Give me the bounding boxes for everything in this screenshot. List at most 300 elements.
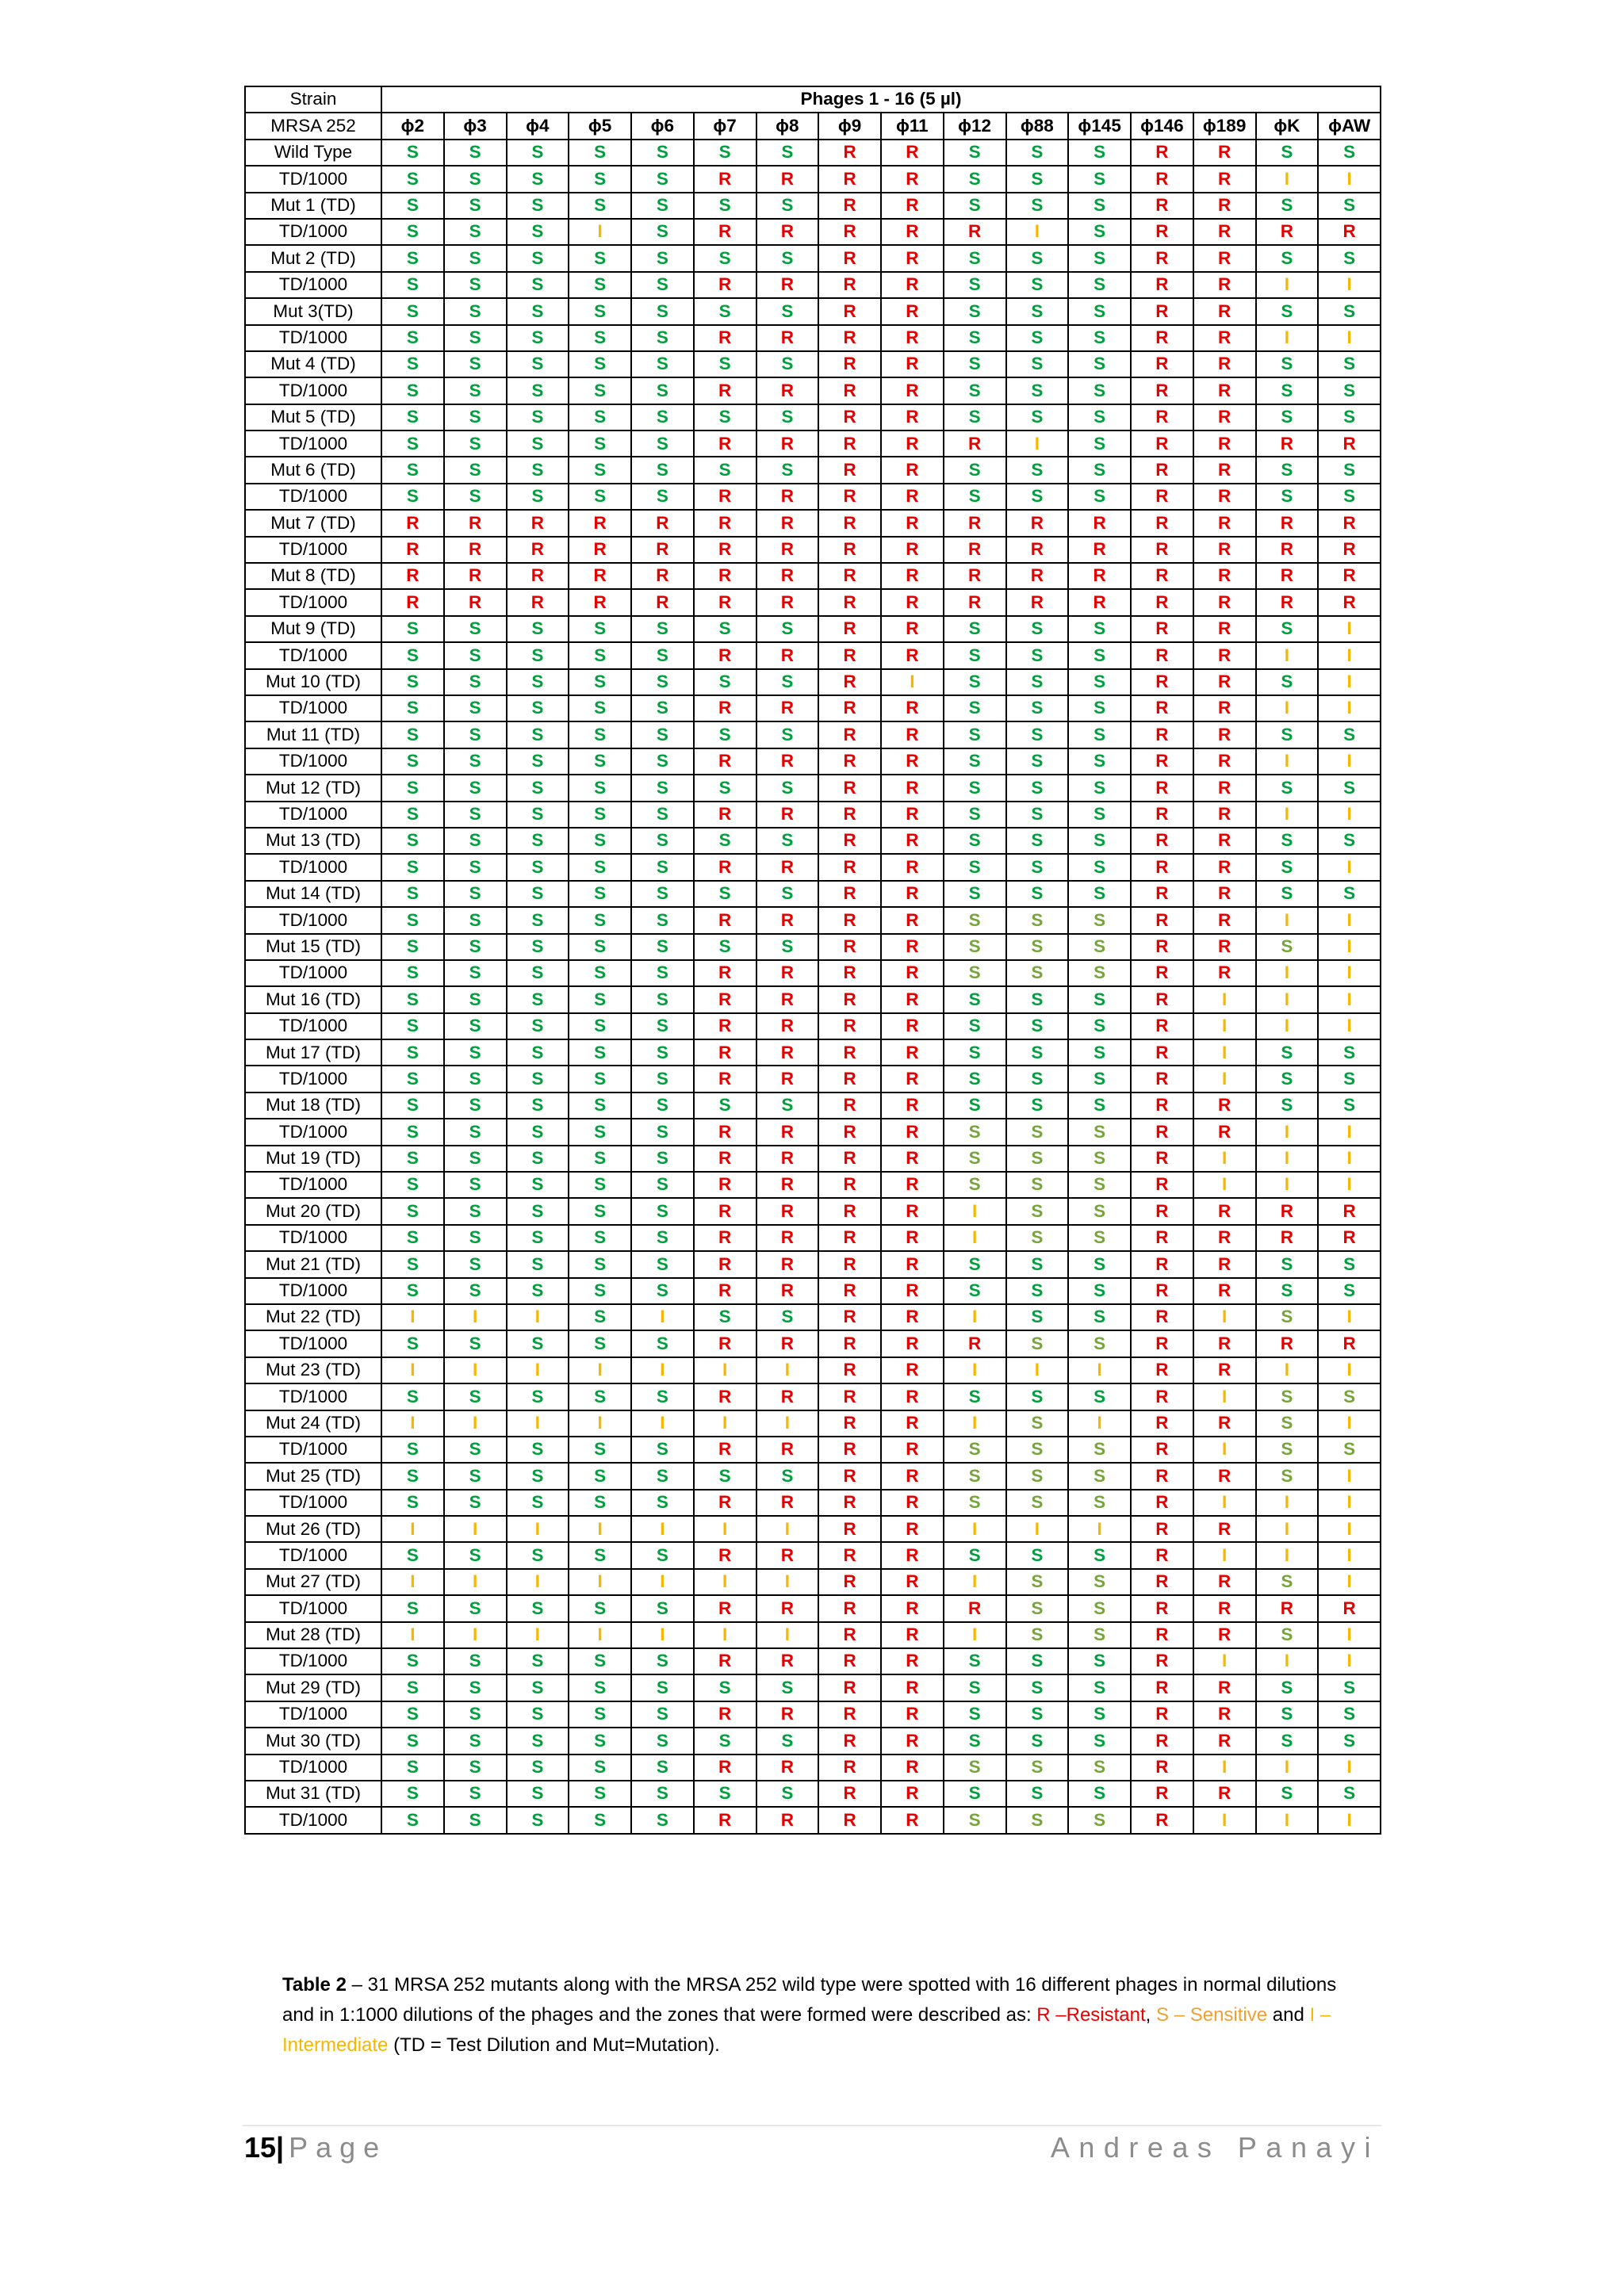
result-cell: I: [1318, 642, 1381, 668]
result-cell: I: [444, 1410, 507, 1437]
result-cell: S: [1006, 1383, 1069, 1410]
result-cell: S: [1006, 1728, 1069, 1754]
result-cell: I: [1256, 1648, 1319, 1674]
result-cell: S: [944, 960, 1006, 986]
result-cell: R: [881, 1410, 944, 1437]
result-cell: R: [694, 1648, 756, 1674]
result-cell: S: [507, 907, 569, 933]
result-cell: S: [569, 1701, 631, 1728]
result-cell: S: [1068, 1172, 1131, 1198]
result-cell: R: [1256, 219, 1319, 245]
result-cell: S: [631, 960, 694, 986]
result-cell: S: [569, 907, 631, 933]
result-cell: S: [631, 616, 694, 642]
result-cell: S: [381, 1755, 444, 1781]
result-cell: S: [756, 1674, 819, 1701]
result-cell: S: [756, 1093, 819, 1119]
result-cell: S: [444, 1542, 507, 1568]
result-cell: S: [569, 1172, 631, 1198]
result-cell: R: [818, 1198, 881, 1224]
result-cell: S: [1068, 1622, 1131, 1648]
strain-cell: Mut 8 (TD): [245, 563, 381, 589]
result-cell: R: [1256, 430, 1319, 457]
result-cell: S: [507, 298, 569, 324]
result-cell: I: [444, 1304, 507, 1330]
result-cell: S: [1068, 1807, 1131, 1833]
result-cell: R: [1256, 1595, 1319, 1621]
result-cell: I: [1318, 960, 1381, 986]
result-cell: S: [1256, 934, 1319, 960]
result-cell: S: [507, 1674, 569, 1701]
result-cell: S: [1256, 298, 1319, 324]
result-cell: S: [444, 1383, 507, 1410]
result-cell: S: [944, 457, 1006, 483]
result-cell: S: [507, 881, 569, 907]
result-cell: R: [1318, 1198, 1381, 1224]
result-cell: S: [756, 828, 819, 854]
result-cell: I: [1256, 325, 1319, 351]
strain-cell: Mut 20 (TD): [245, 1198, 381, 1224]
result-cell: S: [381, 484, 444, 510]
result-cell: S: [944, 193, 1006, 219]
result-cell: S: [444, 616, 507, 642]
result-cell: S: [694, 245, 756, 271]
result-cell: S: [507, 748, 569, 775]
result-cell: R: [694, 960, 756, 986]
result-cell: R: [756, 1013, 819, 1039]
result-cell: R: [1131, 1198, 1193, 1224]
result-cell: I: [1193, 1807, 1256, 1833]
result-cell: S: [1256, 245, 1319, 271]
table-row: [245, 351, 1381, 377]
table-row: [245, 669, 1381, 695]
result-cell: S: [1068, 1648, 1131, 1674]
strain-cell: TD/1000: [245, 1595, 381, 1621]
result-cell: I: [569, 1410, 631, 1437]
result-cell: R: [569, 563, 631, 589]
result-cell: I: [1193, 1437, 1256, 1463]
result-cell: S: [1256, 1383, 1319, 1410]
result-cell: S: [507, 166, 569, 192]
result-cell: S: [694, 1304, 756, 1330]
result-cell: R: [881, 404, 944, 430]
result-cell: R: [631, 510, 694, 536]
result-cell: S: [1068, 1595, 1131, 1621]
result-cell: R: [1193, 404, 1256, 430]
result-cell: S: [381, 166, 444, 192]
result-cell: R: [1131, 1251, 1193, 1277]
result-cell: R: [881, 484, 944, 510]
strain-column-label: MRSA 252: [245, 113, 381, 139]
result-cell: S: [444, 802, 507, 828]
result-cell: R: [1193, 457, 1256, 483]
result-cell: R: [881, 1463, 944, 1489]
result-cell: S: [381, 721, 444, 748]
result-cell: S: [381, 1146, 444, 1172]
strain-cell: Mut 19 (TD): [245, 1146, 381, 1172]
result-cell: R: [1131, 537, 1193, 563]
result-cell: R: [1131, 298, 1193, 324]
result-cell: S: [631, 219, 694, 245]
caption-abbreviations: (TD = Test Dilution and Mut=Mutation).: [388, 2034, 720, 2056]
result-cell: R: [1193, 589, 1256, 615]
result-cell: S: [756, 721, 819, 748]
result-cell: S: [507, 1648, 569, 1674]
result-cell: R: [1131, 616, 1193, 642]
result-cell: S: [1006, 1490, 1069, 1516]
result-cell: S: [944, 775, 1006, 801]
result-cell: S: [507, 1172, 569, 1198]
phage-header: ϕ3: [444, 113, 507, 139]
result-cell: R: [1131, 430, 1193, 457]
table-row: [245, 1437, 1381, 1463]
result-cell: S: [507, 1039, 569, 1066]
result-cell: R: [881, 1013, 944, 1039]
table-row: [245, 1225, 1381, 1251]
result-cell: R: [881, 1516, 944, 1542]
result-cell: S: [1068, 802, 1131, 828]
result-cell: S: [1068, 828, 1131, 854]
result-cell: R: [881, 1357, 944, 1383]
result-cell: S: [381, 1807, 444, 1833]
result-cell: S: [507, 1225, 569, 1251]
result-cell: S: [944, 721, 1006, 748]
result-cell: R: [881, 1198, 944, 1224]
result-cell: R: [1318, 563, 1381, 589]
result-cell: S: [569, 721, 631, 748]
strain-header: Strain: [245, 86, 381, 113]
result-cell: R: [756, 1595, 819, 1621]
result-cell: R: [1131, 1225, 1193, 1251]
strain-cell: TD/1000: [245, 695, 381, 721]
result-cell: I: [631, 1516, 694, 1542]
strain-cell: Mut 25 (TD): [245, 1463, 381, 1489]
result-cell: S: [631, 828, 694, 854]
result-cell: R: [1131, 1701, 1193, 1728]
result-cell: R: [818, 642, 881, 668]
result-cell: S: [507, 377, 569, 404]
table-row: [245, 1569, 1381, 1595]
result-cell: I: [1318, 1622, 1381, 1648]
result-cell: R: [1318, 1595, 1381, 1621]
result-cell: R: [818, 960, 881, 986]
result-cell: R: [881, 828, 944, 854]
result-cell: R: [881, 721, 944, 748]
result-cell: S: [631, 1807, 694, 1833]
result-cell: S: [444, 457, 507, 483]
result-cell: I: [1193, 1146, 1256, 1172]
result-cell: S: [569, 1674, 631, 1701]
result-cell: S: [444, 960, 507, 986]
result-cell: R: [694, 1383, 756, 1410]
result-cell: S: [1006, 854, 1069, 880]
result-cell: S: [1068, 1383, 1131, 1410]
result-cell: I: [1256, 642, 1319, 668]
result-cell: S: [444, 140, 507, 166]
result-cell: S: [1256, 1066, 1319, 1092]
result-cell: I: [1256, 1119, 1319, 1145]
result-cell: R: [1131, 1304, 1193, 1330]
result-cell: S: [631, 721, 694, 748]
result-cell: R: [881, 1146, 944, 1172]
result-cell: S: [569, 669, 631, 695]
result-cell: S: [444, 1146, 507, 1172]
result-cell: S: [944, 1066, 1006, 1092]
result-cell: S: [569, 1437, 631, 1463]
result-cell: I: [944, 1569, 1006, 1595]
result-cell: S: [507, 351, 569, 377]
result-cell: I: [1318, 1172, 1381, 1198]
result-cell: I: [444, 1622, 507, 1648]
result-cell: R: [694, 1595, 756, 1621]
result-cell: R: [818, 245, 881, 271]
result-cell: R: [756, 854, 819, 880]
result-cell: R: [756, 1119, 819, 1145]
strain-cell: TD/1000: [245, 1278, 381, 1304]
result-cell: S: [944, 828, 1006, 854]
result-cell: R: [1006, 510, 1069, 536]
result-cell: R: [756, 1146, 819, 1172]
result-cell: S: [569, 775, 631, 801]
result-cell: S: [444, 1648, 507, 1674]
result-cell: R: [881, 1119, 944, 1145]
result-cell: S: [507, 802, 569, 828]
result-cell: S: [1006, 669, 1069, 695]
result-cell: S: [1256, 1278, 1319, 1304]
result-cell: S: [944, 934, 1006, 960]
result-cell: I: [694, 1516, 756, 1542]
result-cell: R: [444, 510, 507, 536]
result-cell: R: [1193, 669, 1256, 695]
result-cell: S: [1006, 193, 1069, 219]
result-cell: S: [1006, 802, 1069, 828]
phage-header-row: [245, 113, 1381, 139]
result-cell: R: [818, 457, 881, 483]
result-cell: S: [631, 1383, 694, 1410]
result-cell: R: [756, 1225, 819, 1251]
result-cell: S: [444, 1330, 507, 1357]
result-cell: S: [507, 272, 569, 298]
result-cell: R: [1131, 325, 1193, 351]
result-cell: R: [1193, 430, 1256, 457]
result-cell: S: [569, 1728, 631, 1754]
result-cell: S: [507, 854, 569, 880]
result-cell: R: [881, 298, 944, 324]
result-cell: R: [1131, 642, 1193, 668]
result-cell: S: [631, 1701, 694, 1728]
result-cell: R: [818, 193, 881, 219]
result-cell: R: [818, 1225, 881, 1251]
result-cell: S: [444, 1437, 507, 1463]
result-cell: R: [507, 510, 569, 536]
result-cell: S: [444, 1595, 507, 1621]
result-cell: S: [1318, 457, 1381, 483]
result-cell: S: [1006, 1093, 1069, 1119]
result-cell: S: [694, 1674, 756, 1701]
result-cell: R: [1131, 1781, 1193, 1807]
phage-header: ϕ12: [944, 113, 1006, 139]
result-cell: I: [944, 1622, 1006, 1648]
result-cell: R: [631, 563, 694, 589]
result-cell: R: [818, 430, 881, 457]
result-cell: S: [944, 166, 1006, 192]
result-cell: R: [756, 960, 819, 986]
result-cell: S: [756, 1781, 819, 1807]
strain-cell: TD/1000: [245, 1172, 381, 1198]
result-cell: S: [444, 1701, 507, 1728]
strain-cell: Mut 5 (TD): [245, 404, 381, 430]
result-cell: S: [631, 1648, 694, 1674]
result-cell: R: [756, 537, 819, 563]
result-cell: S: [507, 245, 569, 271]
result-cell: S: [1068, 1278, 1131, 1304]
strain-cell: TD/1000: [245, 1648, 381, 1674]
strain-cell: Mut 2 (TD): [245, 245, 381, 271]
result-cell: S: [1006, 934, 1069, 960]
result-cell: S: [1006, 828, 1069, 854]
table-row: [245, 166, 1381, 192]
result-cell: S: [694, 404, 756, 430]
phage-header: ϕ4: [507, 113, 569, 139]
result-cell: R: [756, 1066, 819, 1092]
result-cell: R: [694, 272, 756, 298]
table-row: [245, 1198, 1381, 1224]
result-cell: S: [569, 1278, 631, 1304]
result-cell: S: [569, 1463, 631, 1489]
result-cell: R: [1131, 748, 1193, 775]
result-cell: S: [444, 1251, 507, 1277]
strain-cell: Mut 22 (TD): [245, 1304, 381, 1330]
result-cell: R: [818, 907, 881, 933]
result-cell: R: [881, 219, 944, 245]
result-cell: S: [444, 1066, 507, 1092]
result-cell: S: [444, 193, 507, 219]
result-cell: S: [569, 1383, 631, 1410]
result-cell: R: [1256, 1198, 1319, 1224]
result-cell: I: [1256, 1013, 1319, 1039]
result-cell: R: [756, 986, 819, 1012]
result-cell: S: [569, 484, 631, 510]
result-cell: I: [569, 1622, 631, 1648]
result-cell: I: [507, 1410, 569, 1437]
result-cell: R: [1193, 1251, 1256, 1277]
result-cell: S: [1006, 1781, 1069, 1807]
result-cell: S: [756, 1463, 819, 1489]
result-cell: I: [1318, 616, 1381, 642]
result-cell: S: [944, 140, 1006, 166]
result-cell: R: [818, 1251, 881, 1277]
result-cell: S: [944, 351, 1006, 377]
result-cell: S: [569, 748, 631, 775]
result-cell: S: [944, 1648, 1006, 1674]
result-cell: S: [1068, 272, 1131, 298]
result-cell: S: [1006, 642, 1069, 668]
result-cell: S: [381, 1490, 444, 1516]
result-cell: S: [694, 140, 756, 166]
result-cell: R: [694, 1225, 756, 1251]
result-cell: S: [631, 1755, 694, 1781]
result-cell: I: [694, 1622, 756, 1648]
result-cell: S: [1006, 775, 1069, 801]
table-row: [245, 1039, 1381, 1066]
result-cell: S: [507, 1330, 569, 1357]
result-cell: S: [569, 1146, 631, 1172]
result-cell: I: [631, 1304, 694, 1330]
result-cell: S: [381, 1648, 444, 1674]
result-cell: I: [381, 1516, 444, 1542]
result-cell: R: [1193, 907, 1256, 933]
result-cell: S: [507, 1490, 569, 1516]
strain-cell: TD/1000: [245, 1225, 381, 1251]
strain-cell: Mut 17 (TD): [245, 1039, 381, 1066]
result-cell: R: [1131, 1622, 1193, 1648]
result-cell: S: [1006, 1225, 1069, 1251]
result-cell: S: [381, 748, 444, 775]
result-cell: I: [1318, 802, 1381, 828]
result-cell: S: [944, 669, 1006, 695]
result-cell: S: [631, 1013, 694, 1039]
result-cell: S: [1006, 1039, 1069, 1066]
result-cell: S: [1256, 1781, 1319, 1807]
result-cell: R: [1318, 1225, 1381, 1251]
result-cell: I: [1006, 430, 1069, 457]
result-cell: R: [881, 1807, 944, 1833]
result-cell: S: [444, 404, 507, 430]
result-cell: R: [1256, 1225, 1319, 1251]
result-cell: R: [1193, 1330, 1256, 1357]
result-cell: R: [818, 1728, 881, 1754]
result-cell: S: [1006, 325, 1069, 351]
result-cell: R: [1193, 642, 1256, 668]
result-cell: S: [1068, 1490, 1131, 1516]
result-cell: R: [881, 1093, 944, 1119]
result-cell: S: [1318, 1728, 1381, 1754]
strain-cell: TD/1000: [245, 1437, 381, 1463]
result-cell: S: [507, 1251, 569, 1277]
result-cell: R: [1131, 881, 1193, 907]
result-cell: R: [1193, 166, 1256, 192]
strain-cell: Mut 6 (TD): [245, 457, 381, 483]
result-cell: S: [631, 1172, 694, 1198]
strain-cell: TD/1000: [245, 484, 381, 510]
result-cell: I: [631, 1569, 694, 1595]
result-cell: R: [881, 325, 944, 351]
result-cell: I: [1318, 325, 1381, 351]
result-cell: R: [881, 1701, 944, 1728]
result-cell: S: [1256, 881, 1319, 907]
result-cell: I: [1318, 854, 1381, 880]
result-cell: R: [756, 1251, 819, 1277]
table-row: [245, 1304, 1381, 1330]
result-cell: I: [1318, 1357, 1381, 1383]
result-cell: R: [1131, 669, 1193, 695]
result-cell: R: [1193, 1410, 1256, 1437]
result-cell: S: [631, 351, 694, 377]
table-row: [245, 934, 1381, 960]
result-cell: R: [881, 881, 944, 907]
result-cell: R: [1131, 351, 1193, 377]
result-cell: R: [881, 1304, 944, 1330]
result-cell: R: [756, 1172, 819, 1198]
result-cell: S: [569, 1304, 631, 1330]
result-cell: I: [569, 1516, 631, 1542]
strain-cell: TD/1000: [245, 166, 381, 192]
result-cell: S: [1318, 404, 1381, 430]
result-cell: I: [381, 1357, 444, 1383]
result-cell: R: [756, 1383, 819, 1410]
phage-header: ϕ6: [631, 113, 694, 139]
result-cell: R: [756, 484, 819, 510]
